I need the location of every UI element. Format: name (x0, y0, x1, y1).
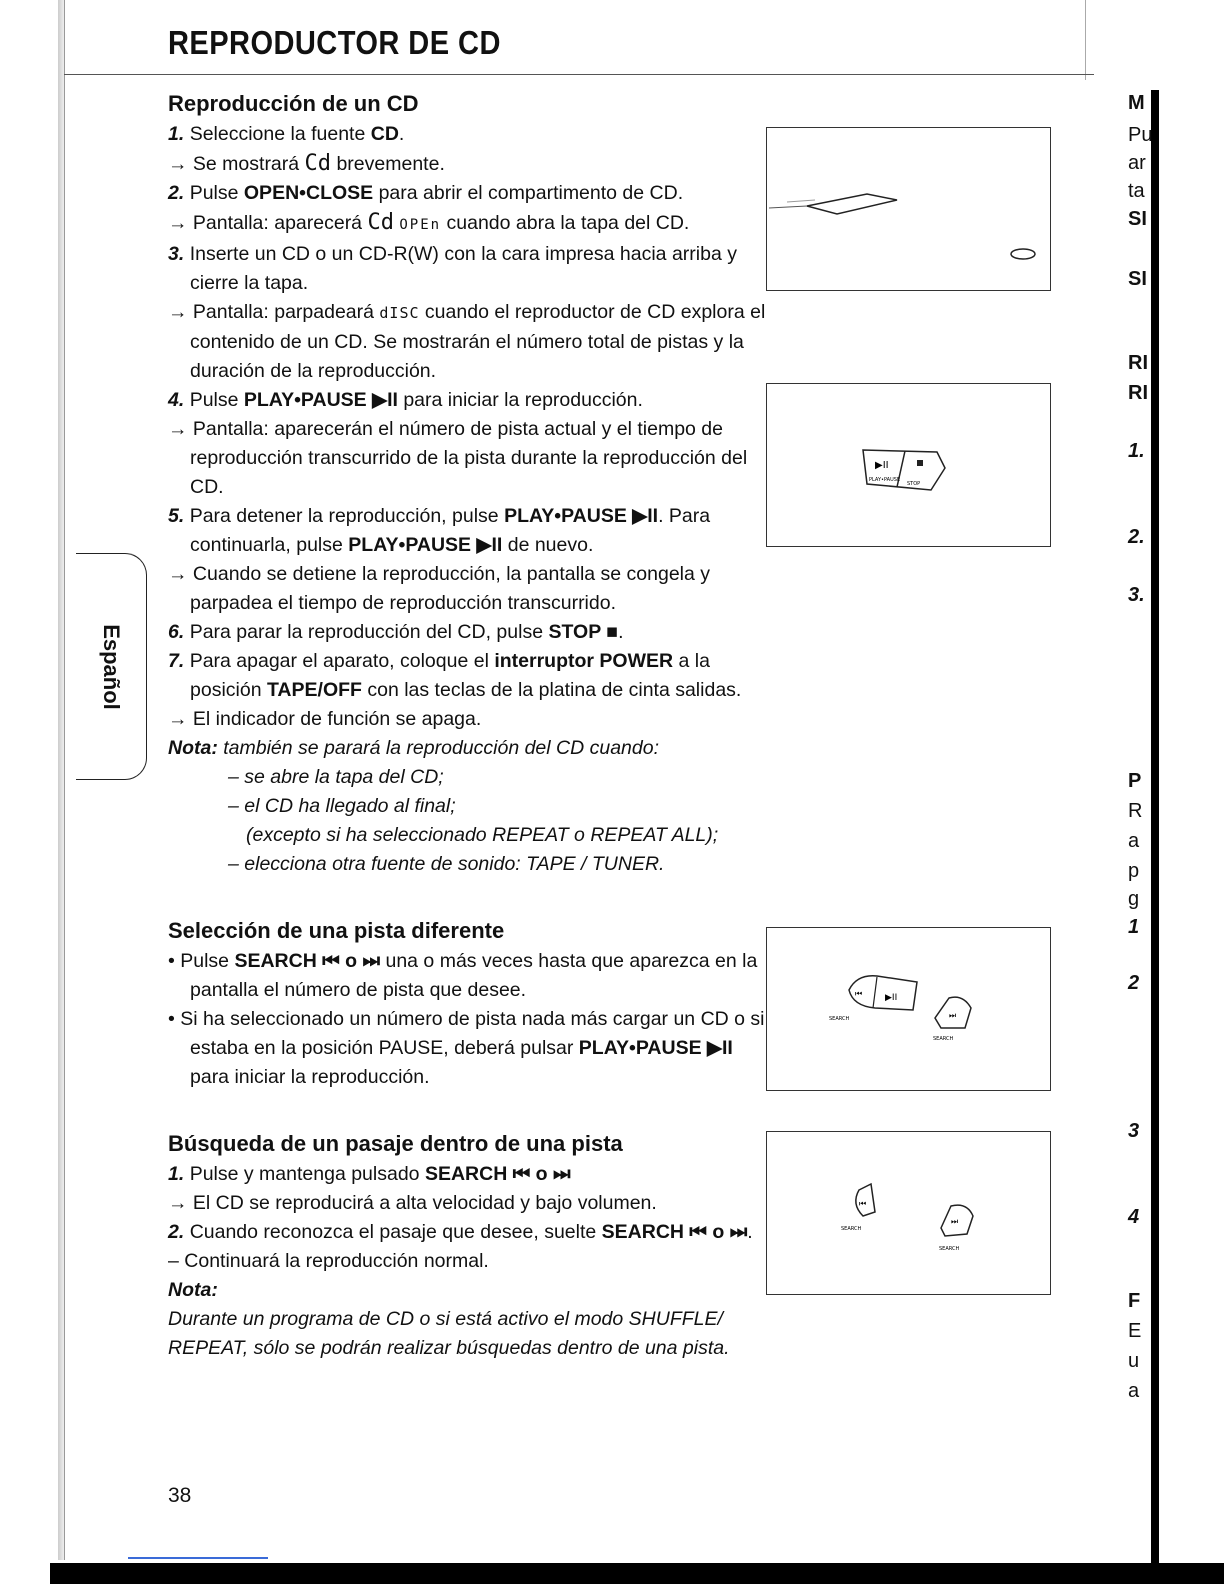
result-7: → El indicador de función se apaga. (168, 708, 482, 730)
search-buttons-icon (767, 1132, 1050, 1294)
page-divider-line (1085, 0, 1086, 80)
fragment: F (1128, 1290, 1141, 1312)
note-item: – el CD ha llegado al final; (228, 795, 456, 817)
search-caption: SEARCH (939, 1246, 960, 1252)
fragment: 2 (1128, 972, 1140, 994)
bullet-item: • Si ha seleccionado un número de pista nada más cargar un CD o si estaba en la posición PAUSE, deberá pulsar PLAY•PAUSE ▶II para iniciar la reproducción. (168, 1008, 765, 1088)
fragment: ar (1128, 152, 1146, 174)
svg-text:⏭: ⏭ (951, 1217, 959, 1226)
fragment: 1. (1128, 440, 1145, 462)
step-7: 7. Para apagar el aparato, coloque el interruptor POWER a la posición TAPE/OFF con las teclas de la platina de cinta salidas. (168, 650, 742, 701)
result-2: → Pantalla: aparecerá Cd OPEn cuando abra la tapa del CD. (168, 210, 690, 235)
section-heading: Selección de una pista diferente (168, 918, 505, 943)
fragment: 3. (1128, 584, 1145, 606)
lcd-display-text: Cd (367, 210, 394, 235)
scan-blue-line (128, 1557, 268, 1559)
step-2: 2. Cuando reconozca el pasaje que desee, suelte SEARCH ⏮ o ⏭. (168, 1221, 753, 1243)
fragment: 1 (1128, 916, 1140, 938)
step-3: 3. Inserte un CD o un CD-R(W) con la cara impresa hacia arriba y cierre la tapa. (168, 243, 737, 294)
fragment: E (1128, 1320, 1142, 1342)
fragment: M (1128, 92, 1145, 114)
search-buttons-illustration (766, 927, 1051, 1091)
step-4: 4. Pulse PLAY•PAUSE ▶II para iniciar la reproducción. (168, 389, 643, 411)
note-heading: Nota: (168, 1279, 218, 1301)
language-tab-label: Español (99, 623, 124, 710)
fragment: RI (1128, 352, 1148, 374)
result-1: → El CD se reproducirá a alta velocidad y bajo volumen. (168, 1192, 657, 1214)
svg-text:▶II: ▶II (885, 993, 898, 1003)
play-stop-illustration (766, 383, 1051, 547)
title-rule (64, 74, 1094, 75)
step-2: 2. Pulse OPEN•CLOSE para abrir el compartimento de CD. (168, 182, 684, 204)
fragment: a (1128, 830, 1140, 852)
page-number: 38 (168, 1484, 192, 1507)
cd-door-icon (767, 128, 1050, 290)
note-item: – elecciona otra fuente de sonido: TAPE / TUNER. (228, 853, 665, 875)
stop-caption: STOP (907, 481, 921, 487)
fragment: RI (1128, 382, 1148, 404)
svg-text:⏮: ⏮ (859, 1199, 867, 1208)
lcd-display-text: Cd (304, 151, 332, 176)
fragment: p (1128, 860, 1140, 882)
section-heading: Búsqueda de un pasaje dentro de una pista (168, 1131, 623, 1156)
fragment: SI (1128, 268, 1147, 290)
note-text: Durante un programa de CD o si está activo el modo SHUFFLE/ REPEAT, sólo se podrán realizar búsquedas dentro de una pista. (168, 1308, 730, 1359)
lcd-display-text: OPEn (399, 217, 442, 233)
search-play-buttons-icon (767, 928, 1050, 1090)
result-4: → Pantalla: aparecerán el número de pista actual y el tiempo de reproducción transcurrido de la pista durante la reproducción del CD. (168, 418, 748, 498)
svg-text:⏮: ⏮ (855, 989, 863, 998)
result-1: → Se mostrará Cd brevemente. (168, 151, 445, 176)
step-5: 5. Para detener la reproducción, pulse PLAY•PAUSE ▶II. Para continuarla, pulse PLAY•PAUSE ▶II de nuevo. (168, 505, 711, 556)
search-caption: SEARCH (829, 1016, 850, 1022)
page-edge-bar (1151, 90, 1159, 1580)
step-1: 1. Pulse y mantenga pulsado SEARCH ⏮ o ⏭ (168, 1163, 571, 1185)
note: Nota: también se parará la reproducción del CD cuando: (168, 737, 659, 759)
fragment: 2. (1128, 526, 1145, 548)
play-pause-caption: PLAY•PAUSE (869, 477, 901, 483)
result-2: – Continuará la reproducción normal. (168, 1250, 489, 1272)
step-6: 6. Para parar la reproducción del CD, pulse STOP ■. (168, 621, 624, 643)
fragment: Pu (1128, 124, 1153, 146)
fragment: SI (1128, 208, 1147, 230)
cd-compartment-illustration (766, 127, 1051, 291)
play-stop-buttons-icon (767, 384, 1050, 546)
step-1: 1. Seleccione la fuente CD. (168, 123, 405, 145)
result-5: → Cuando se detiene la reproducción, la pantalla se congela y parpadea el tiempo de reproducción transcurrido. (168, 563, 711, 614)
search-caption: SEARCH (933, 1036, 954, 1042)
fragment: u (1128, 1350, 1140, 1372)
result-3: → Pantalla: parpadeará dISC cuando el reproductor de CD explora el contenido de un CD. Se mostrarán el número total de pistas y la duración de la reproducción. (168, 301, 766, 382)
page-title: REPRODUCTOR DE CD (168, 24, 501, 61)
fragment: R (1128, 800, 1143, 822)
note-item: – se abre la tapa del CD; (228, 766, 444, 788)
search-caption: SEARCH (841, 1226, 862, 1232)
fragment: P (1128, 770, 1142, 792)
fragment: 3 (1128, 1120, 1140, 1142)
fragment: 4 (1128, 1206, 1140, 1228)
lcd-display-text: dISC (379, 304, 420, 322)
main-content (168, 88, 768, 1363)
svg-text:▶II: ▶II (875, 460, 889, 471)
note-item: (excepto si ha seleccionado REPEAT o REPEAT ALL); (246, 824, 719, 846)
bullet-item: • Pulse SEARCH ⏮ o ⏭ una o más veces hasta que aparezca en la pantalla el número de pista que desee. (168, 950, 758, 1001)
svg-text:⏭: ⏭ (949, 1011, 957, 1020)
page-binding-line (64, 0, 65, 1560)
scan-bottom-bar (50, 1563, 1224, 1584)
fragment: a (1128, 1380, 1140, 1402)
search-only-illustration (766, 1131, 1051, 1295)
fragment: ta (1128, 180, 1145, 202)
fragment: g (1128, 888, 1140, 910)
section-heading: Reproducción de un CD (168, 91, 419, 116)
language-tab (76, 553, 147, 780)
